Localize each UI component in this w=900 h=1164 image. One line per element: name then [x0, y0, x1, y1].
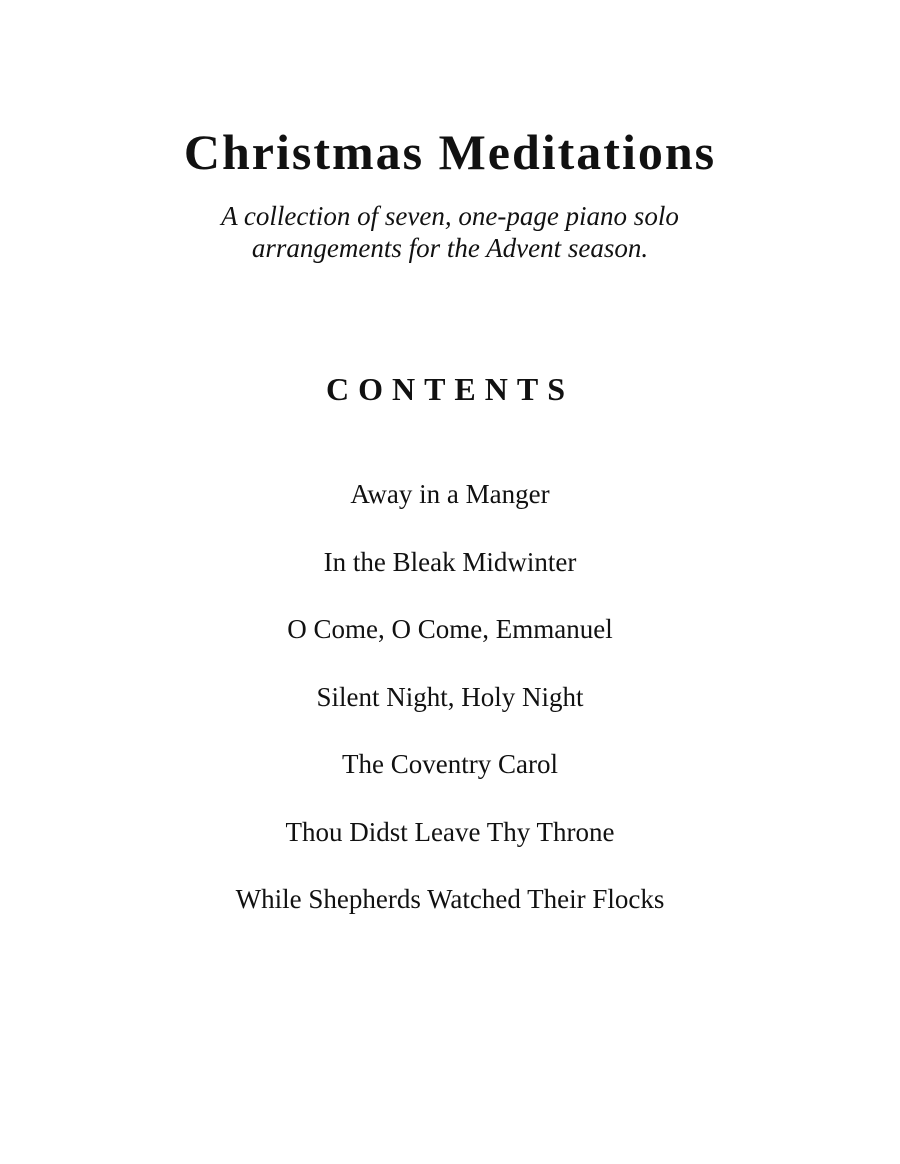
contents-item-away-in-a-manger: Away in a Manger	[350, 479, 550, 509]
contents-item-silent-night-holy-night: Silent Night, Holy Night	[316, 681, 584, 712]
contents-heading: CONTENTS	[325, 371, 575, 407]
contents-item-while-shepherds-watched-their-flocks: While Shepherds Watched Their Flocks	[235, 884, 665, 914]
page-title: Christmas Meditations	[183, 124, 717, 180]
contents-item-thou-didst-leave-thy-throne: Thou Didst Leave Thy Throne	[285, 816, 615, 847]
subtitle-line-2: arrangements for the Advent season.	[251, 233, 649, 263]
contents-item-in-the-bleak-midwinter: In the Bleak Midwinter	[323, 546, 577, 577]
contents-list	[0, 475, 900, 948]
subtitle-line-1: A collection of seven, one-page piano solo	[221, 201, 679, 231]
page-subtitle	[0, 200, 900, 264]
contents-item-the-coventry-carol: The Coventry Carol	[342, 749, 558, 779]
contents-item-o-come-o-come-emmanuel: O Come, O Come, Emmanuel	[287, 614, 613, 644]
